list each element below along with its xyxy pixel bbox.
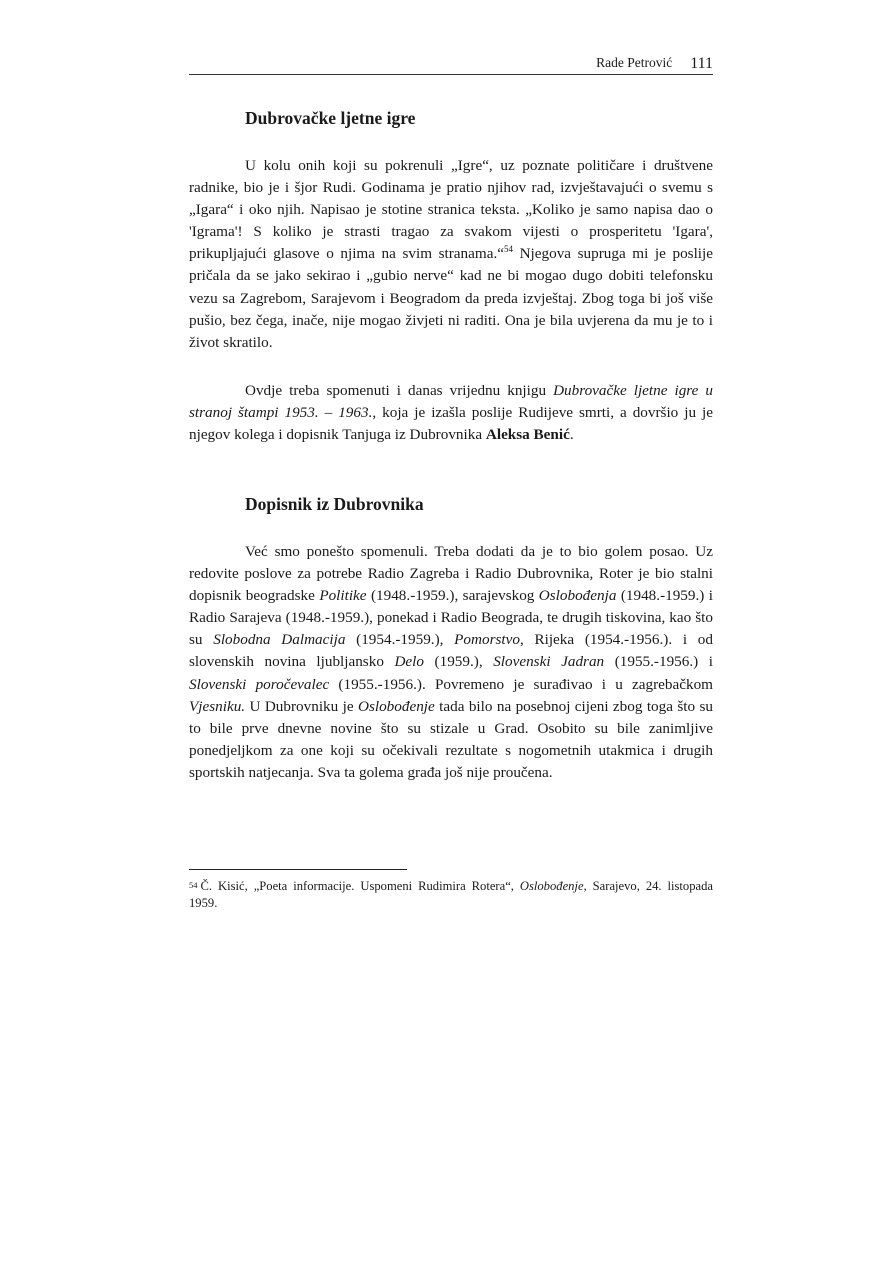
header-author: Rade Petrović	[596, 55, 673, 70]
footnote-54	[189, 877, 713, 912]
publication-title: Slovenski Jadran	[493, 653, 605, 671]
paragraph-text: (1955.-1956.) i	[604, 653, 713, 671]
footnote-reference-link[interactable]: 54	[503, 244, 513, 255]
paragraph-text: , koja je izašla poslije Rudijeve smrti, a dovršio ju je njegov kolega i dopisnik Tanjuga iz Dubrovnika	[189, 404, 713, 444]
paragraph-text: (1948.-1959.) i Radio Sarajeva (1948.-1959.), ponekad i Radio Beograda, te drugih tiskovina, kao što su	[189, 587, 713, 649]
book-title: Dubrovačke ljetne igre u stranoj štampi 1953. – 1963.	[189, 382, 713, 422]
paragraph-text: , Rijeka (1954.-1956.). i od slovenskih novina ljubljansko	[189, 631, 713, 671]
footnote-text: Č. Kisić, „Poeta informacije. Uspomeni Rudimira Rotera“,	[200, 879, 520, 893]
page-number: 111	[690, 55, 713, 72]
paragraph-text: Već smo ponešto spomenuli. Treba dodati da je to bio golem posao. Uz redovite poslove za potrebe Radio Zagreba i Radio Dubrovnika, Roter je bio stalni dopisnik beogradske	[189, 543, 713, 605]
person-name: Aleksa Benić	[485, 426, 570, 444]
publication-title: Oslobođenja	[538, 587, 617, 605]
paragraph-text: (1955.-1956.). Povremeno je surađivao i u zagrebačkom	[329, 675, 713, 693]
section-heading-correspondent: Dopisnik iz Dubrovnika	[245, 494, 424, 514]
paragraph-text: U kolu onih koji su pokrenuli „Igre“, uz poznate političare i društvene radnike, bio je i šjor Rudi. Godinama je pratio njihov rad, izvještavajući o svemu s „Igara“ i oko njih. Napisao je stotine stranica teksta. „Koliko je samo napisa dao o 'Igrama'! S koliko je strasti tragao za svakom vijesti o prosperitetu 'Igara', prikupljajući glasove o njima na svim stranama.“	[189, 157, 713, 263]
paragraph-text: Ovdje treba spomenuti i danas vrijednu knjigu	[245, 382, 554, 399]
paragraph-text: .	[569, 426, 574, 444]
footnote-number: 54	[189, 880, 198, 890]
footnote-source: Oslobođenje	[519, 879, 584, 893]
paragraph-text: tada bilo na posebnoj cijeni zbog toga što su to bile prve dnevne novine što su stizale u Grad. Osobito su bile zanimljive ponedjeljkom za one koji su očekivali rezultate s nogometnih utakmica i drugih sportskih natjecanja. Sva ta golema građa još nije proučena.	[189, 697, 713, 781]
publication-title: Pomorstvo	[454, 631, 520, 649]
paragraph-festival-2	[189, 380, 713, 446]
running-header	[189, 52, 713, 75]
paragraph-text: Njegova supruga mi je poslije pričala da se jako sekirao i „gubio nerve“ kad ne bi mogao dugo dobiti telefonsku vezu sa Zagrebom, Sarajevom i Beogradom da preda izvještaj. Zbog toga bi još više pušio, bez čega, inače, nije mogao živjeti ni raditi. Ona je bila uvjerena da mu je to i život skratilo.	[189, 245, 713, 351]
publication-title: Oslobođenje	[357, 697, 435, 715]
publication-title: Politike	[319, 587, 367, 605]
publication-title: Slobodna Dalmacija	[213, 631, 346, 649]
paragraph-festival-1	[189, 155, 713, 354]
footnote-separator	[189, 869, 407, 870]
paragraph-text: U Dubrovniku je	[245, 697, 358, 715]
section-heading-summer-festival: Dubrovačke ljetne igre	[245, 108, 416, 128]
footnote-text: , Sarajevo, 24. listopada 1959.	[189, 879, 713, 910]
publication-title: Delo	[394, 653, 424, 671]
publication-title: Vjesniku.	[189, 697, 246, 715]
publication-title: Slovenski poročevalec	[189, 675, 330, 693]
paragraph-text: (1954.-1959.),	[345, 631, 455, 649]
paragraph-text: (1959.),	[424, 653, 494, 671]
paragraph-correspondent-1	[189, 541, 713, 784]
paragraph-text: (1948.-1959.), sarajevskog	[366, 587, 539, 605]
